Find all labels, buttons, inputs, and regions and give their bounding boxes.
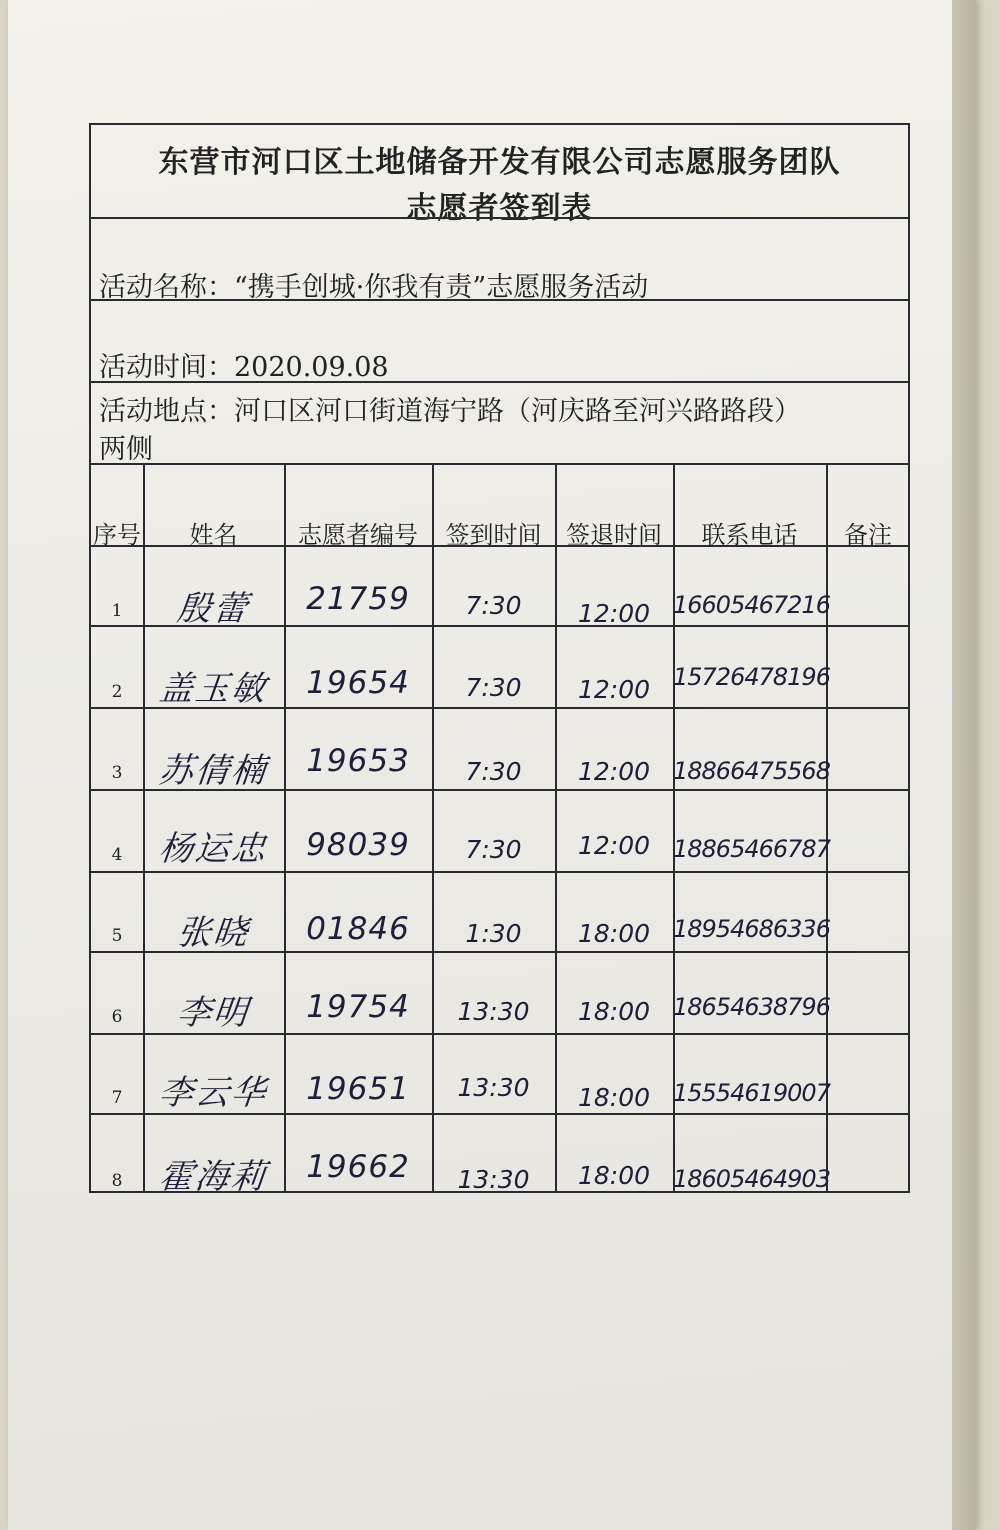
row-sign-out: 12:00: [577, 831, 651, 860]
divider: [91, 545, 908, 547]
form-subtitle: 志愿者签到表: [406, 191, 593, 226]
row-name: 苏倩楠: [157, 751, 270, 791]
row-sign-in: 13:30: [457, 1073, 530, 1102]
row-phone: 18954686336: [673, 915, 830, 943]
row-volunteer-id: 19653: [306, 743, 410, 779]
row-divider: [91, 1033, 908, 1035]
activity-time-row: [99, 345, 389, 384]
row-name: 李云华: [157, 1073, 270, 1113]
header-volunteer-id: 志愿者编号: [298, 521, 418, 549]
divider: [91, 217, 908, 219]
activity-place-row: [99, 389, 801, 428]
row-name: 盖玉敏: [157, 669, 270, 709]
divider: [91, 463, 908, 465]
row-divider: [91, 789, 908, 791]
row-name: 杨运忠: [157, 829, 270, 869]
row-index: 3: [111, 763, 123, 783]
row-index: 8: [111, 1171, 123, 1191]
row-sign-out: 12:00: [577, 675, 651, 704]
row-volunteer-id: 19662: [306, 1149, 410, 1185]
row-index: 7: [111, 1088, 123, 1108]
row-sign-in: 7:30: [465, 673, 522, 702]
row-name: 霍海莉: [157, 1157, 270, 1197]
row-volunteer-id: 21759: [306, 581, 410, 617]
row-index: 4: [111, 845, 123, 865]
row-sign-out: 18:00: [577, 919, 651, 948]
row-sign-in: 13:30: [457, 997, 530, 1026]
activity-place-label: 活动地点：: [99, 396, 234, 427]
row-sign-in: 7:30: [465, 591, 522, 620]
divider: [91, 299, 908, 301]
activity-place-value: 河口区河口街道海宁路（河庆路至河兴路路段）: [234, 396, 801, 427]
row-sign-in: 7:30: [465, 757, 522, 786]
row-sign-out: 12:00: [577, 599, 651, 628]
header-sign-out-time: 签退时间: [566, 521, 662, 549]
row-phone: 18866475568: [673, 757, 830, 785]
row-phone: 16605467216: [673, 591, 830, 619]
activity-name-value: “携手创城·你我有责”志愿服务活动: [234, 272, 649, 303]
row-sign-out: 18:00: [577, 1161, 651, 1190]
row-volunteer-id: 98039: [306, 827, 410, 863]
row-sign-out: 18:00: [577, 997, 651, 1026]
row-name: 张晓: [175, 913, 252, 953]
row-phone: 18654638796: [673, 993, 830, 1021]
activity-place-cont: 两侧: [99, 434, 153, 465]
row-name: 李明: [175, 993, 252, 1033]
activity-time-value: 2020.09.08: [234, 352, 389, 383]
sign-in-form: [89, 123, 910, 1197]
paper-edge: [952, 0, 976, 1530]
row-sign-in: 1:30: [465, 919, 522, 948]
header-note: 备注: [844, 521, 892, 549]
row-volunteer-id: 19654: [306, 665, 410, 701]
row-index: 1: [111, 601, 123, 621]
activity-name-label: 活动名称：: [99, 272, 234, 303]
header-phone: 联系电话: [701, 521, 798, 549]
row-sign-in: 13:30: [457, 1165, 530, 1194]
row-phone: 15726478196: [673, 663, 830, 691]
row-divider: [91, 951, 908, 953]
divider: [91, 381, 908, 383]
header-name: 姓名: [189, 521, 238, 549]
row-volunteer-id: 01846: [306, 911, 410, 947]
row-sign-out: 12:00: [577, 757, 651, 786]
row-sign-out: 18:00: [577, 1083, 651, 1112]
row-divider: [91, 1113, 908, 1115]
form-title: 东营市河口区土地储备开发有限公司志愿服务团队: [158, 145, 841, 180]
activity-time-label: 活动时间：: [99, 352, 234, 383]
row-name: 殷蕾: [175, 589, 252, 629]
row-index: 6: [111, 1007, 123, 1027]
row-phone: 18865466787: [673, 835, 830, 863]
row-divider: [91, 625, 908, 627]
row-index: 2: [111, 682, 123, 702]
row-volunteer-id: 19754: [306, 989, 410, 1025]
row-phone: 18605464903: [673, 1165, 830, 1193]
row-phone: 15554619007: [673, 1079, 830, 1107]
row-divider: [91, 871, 908, 873]
header-sign-in-time: 签到时间: [445, 521, 542, 549]
row-volunteer-id: 19651: [306, 1071, 410, 1107]
row-index: 5: [111, 926, 123, 946]
row-sign-in: 7:30: [465, 835, 522, 864]
row-divider: [91, 707, 908, 709]
header-index: 序号: [93, 521, 141, 549]
